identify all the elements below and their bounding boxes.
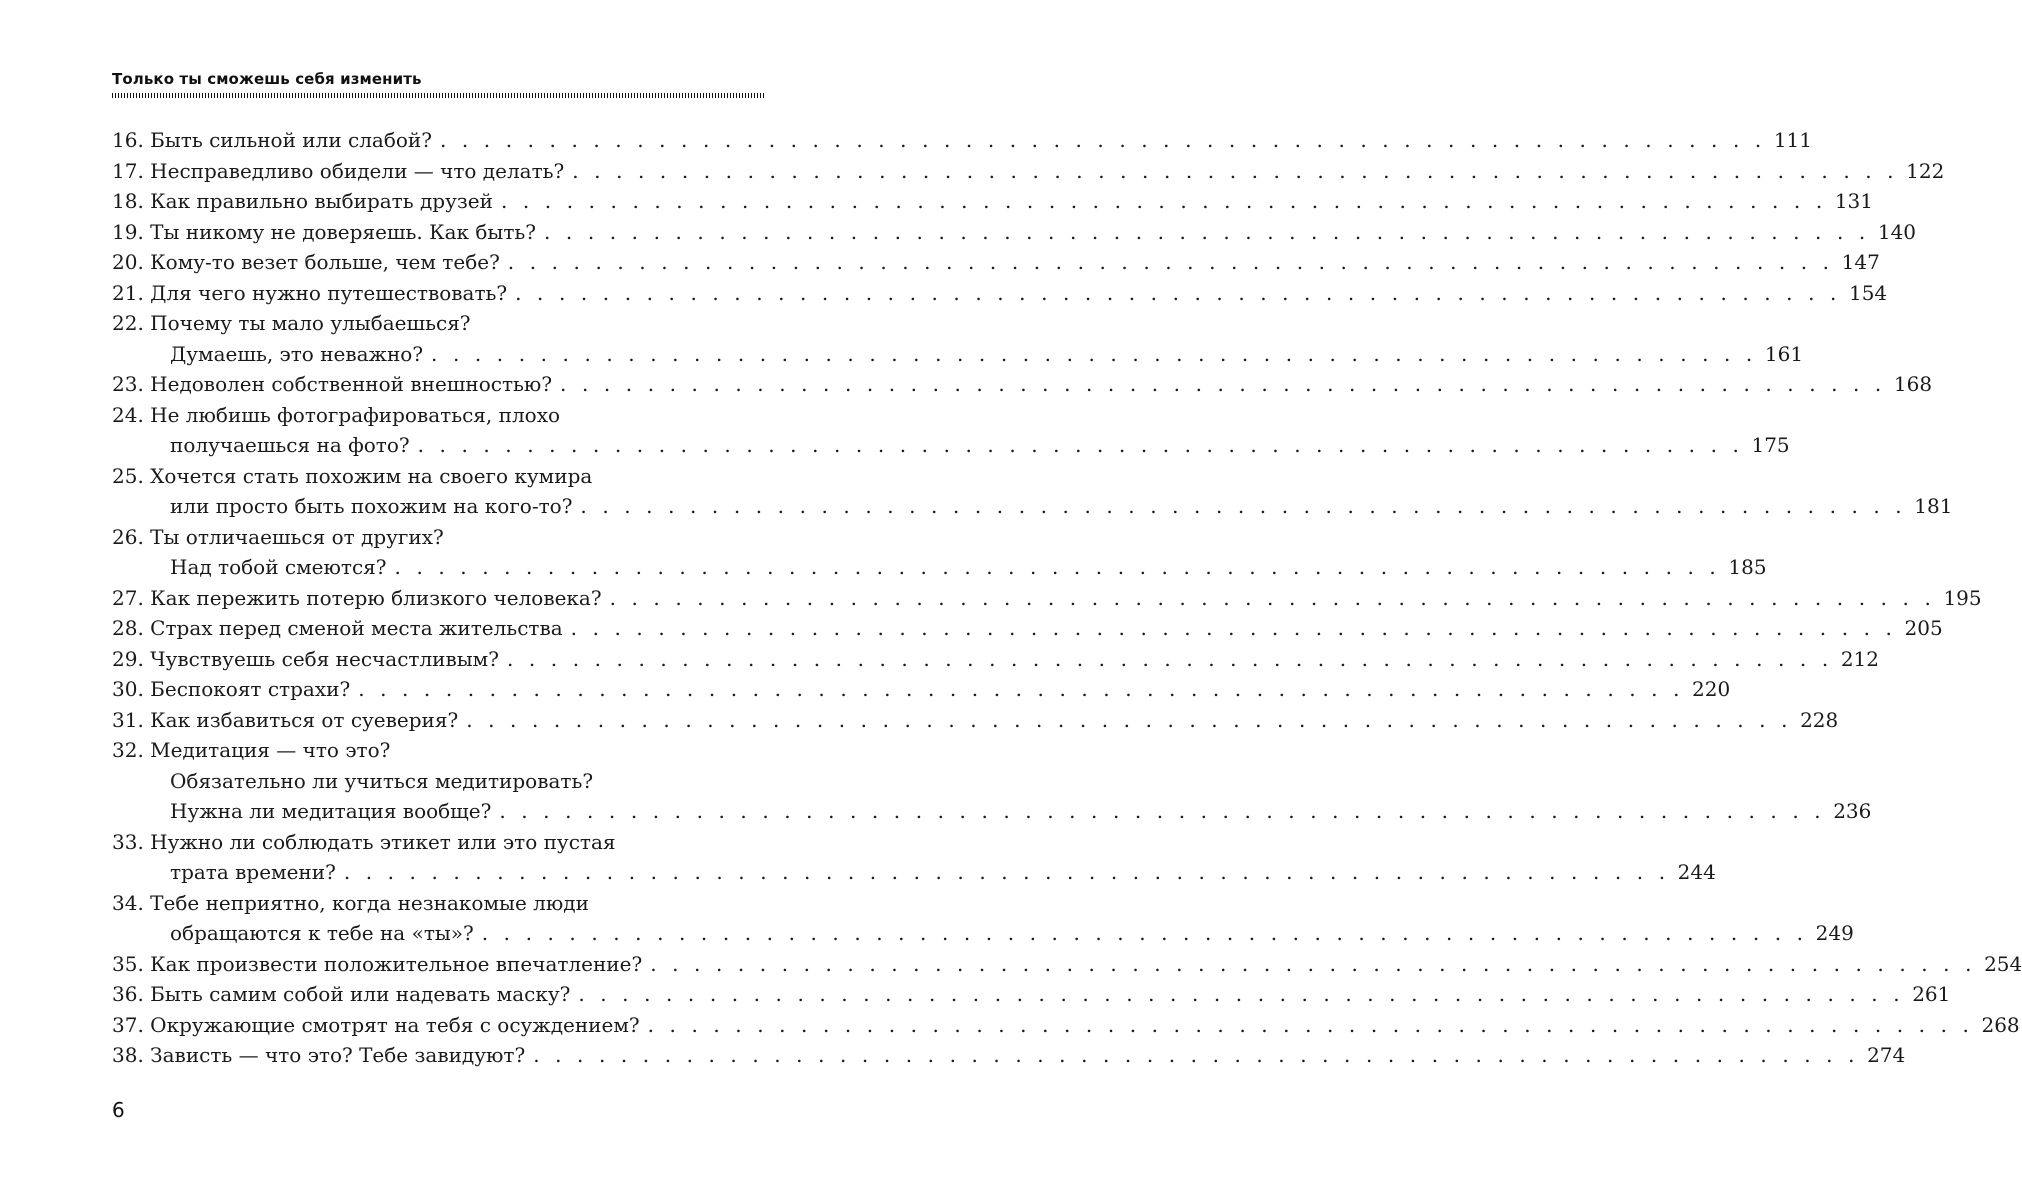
toc-line xyxy=(112,677,1731,708)
toc-entry-page: 212 xyxy=(1840,646,1879,671)
toc-entry xyxy=(112,524,1767,586)
toc-entry-title: Тебе неприятно, когда незнакомые люди xyxy=(150,890,589,915)
toc-entry-page: 261 xyxy=(1912,982,1951,1006)
dot-leader: . . . . . . . . . . . . . . . . . . . . . . . . . . . . . . . . . . . . . . . . . . . . . . . . . . . . . . . . . . . . . xyxy=(578,982,1905,1006)
toc-entry-title: Нужна ли медитация вообще? xyxy=(170,799,492,823)
toc-entry-title: Как избавиться от суеверия? xyxy=(150,707,459,732)
toc-entry xyxy=(112,280,1888,312)
toc-line xyxy=(112,738,764,769)
page-number: 6 xyxy=(112,1098,125,1122)
toc-entry-title: Ты никому не доверяешь. Как быть? xyxy=(150,219,536,244)
table-of-contents xyxy=(112,128,2022,1074)
toc-entry-number: 22. xyxy=(112,311,144,335)
toc-entry-page: 131 xyxy=(1834,189,1873,213)
toc-entry-title: Кому-то везет больше, чем тебе? xyxy=(150,250,500,274)
toc-entry-title: Нужно ли соблюдать этикет или это пустая xyxy=(150,829,616,854)
toc-entry xyxy=(112,311,1804,372)
toc-line xyxy=(112,830,764,861)
toc-entry-page: 154 xyxy=(1848,280,1888,305)
toc-entry-title: Как пережить потерю близкого человека? xyxy=(150,585,602,610)
toc-line xyxy=(112,403,764,434)
toc-line xyxy=(112,982,1951,1013)
toc-entry-page: 268 xyxy=(1981,1012,2020,1037)
toc-entry-number: 16. xyxy=(112,128,144,152)
dot-leader: . . . . . . . . . . . . . . . . . . . . . . . . . . . . . . . . . . . . . . . . . . . . . . . . . . . . . . . . . . . . . xyxy=(507,250,1834,274)
toc-entry-number: 35. xyxy=(112,951,144,976)
toc-line xyxy=(112,250,1880,281)
toc-entry xyxy=(112,982,1951,1013)
toc-entry-title: или просто быть похожим на кого-то? xyxy=(170,494,573,518)
toc-line xyxy=(112,799,1872,830)
toc-entry xyxy=(112,1043,1906,1074)
dot-leader: . . . . . . . . . . . . . . . . . . . . . . . . . . . . . . . . . . . . . . . . . . . . . . . . . . . . . . . . . . . . . xyxy=(394,555,1721,579)
running-head-rule xyxy=(112,93,764,98)
toc-entry-page: 161 xyxy=(1764,341,1804,366)
toc-entry-number: 20. xyxy=(112,250,144,274)
dot-leader: . . . . . . . . . . . . . . . . . . . . . . . . . . . . . . . . . . . . . . . . . . . . . . . . . . . . . . . . . . . . . xyxy=(499,799,1826,823)
dot-leader: . . . . . . . . . . . . . . . . . . . . . . . . . . . . . . . . . . . . . . . . . . . . . . . . . . . . . . . . . . . . . xyxy=(500,189,1827,213)
dot-leader: . . . . . . . . . . . . . . . . . . . . . . . . . . . . . . . . . . . . . . . . . . . . . . . . . . . . . . . . . . . . . xyxy=(560,372,1886,396)
toc-entry-title: Недоволен собственной внешностью? xyxy=(150,372,553,396)
toc-entry-page: 122 xyxy=(1906,158,1945,183)
toc-entry xyxy=(112,1012,2020,1044)
toc-entry-number: 25. xyxy=(112,463,144,488)
toc-entry-page: 168 xyxy=(1893,372,1933,396)
toc-entry xyxy=(112,402,1790,464)
dot-leader: . . . . . . . . . . . . . . . . . . . . . . . . . . . . . . . . . . . . . . . . . . . . . . . . . . . . . . . . . . . . . xyxy=(609,585,1936,610)
toc-entry-page: 249 xyxy=(1815,921,1854,945)
toc-entry-title: Чувствуешь себя несчастливым? xyxy=(150,646,499,671)
toc-entry-number: 24. xyxy=(112,402,144,427)
toc-line xyxy=(112,585,1982,617)
dot-leader: . . . . . . . . . . . . . . . . . . . . . . . . . . . . . . . . . . . . . . . . . . . . . . . . . . . . . . . . . . . . . xyxy=(570,616,1897,640)
toc-entry-page: 185 xyxy=(1728,555,1767,579)
toc-entry-title: Хочется стать похожим на своего кумира xyxy=(150,463,593,488)
toc-entry-title: Страх перед сменой места жительства xyxy=(150,616,563,640)
toc-entry-title: Несправедливо обидели — что делать? xyxy=(150,158,565,183)
dot-leader: . . . . . . . . . . . . . . . . . . . . . . . . . . . . . . . . . . . . . . . . . . . . . . . . . . . . . . . . . . . . . xyxy=(647,1012,1974,1037)
toc-entry-title: трата времени? xyxy=(170,860,336,884)
toc-entry-number: 32. xyxy=(112,738,144,762)
dot-leader: . . . . . . . . . . . . . . . . . . . . . . . . . . . . . . . . . . . . . . . . . . . . . . . . . . . . . . . . . . . . . xyxy=(515,280,1841,305)
toc-entry-number: 28. xyxy=(112,616,144,640)
toc-entry-page: 140 xyxy=(1877,219,1917,244)
toc-line xyxy=(112,616,1943,647)
toc-entry xyxy=(112,677,1731,708)
toc-entry-page: 274 xyxy=(1867,1043,1906,1067)
toc-line xyxy=(112,189,1873,220)
toc-entry-title: Почему ты мало улыбаешься? xyxy=(150,311,471,335)
toc-entry-title: Быть самим собой или надевать маску? xyxy=(150,982,571,1006)
toc-entry-number: 38. xyxy=(112,1043,144,1067)
toc-entry xyxy=(112,463,1953,525)
dot-leader: . . . . . . . . . . . . . . . . . . . . . . . . . . . . . . . . . . . . . . . . . . . . . . . . . . . . . . . . . . . . . xyxy=(481,921,1808,945)
toc-entry-number: 36. xyxy=(112,982,144,1006)
toc-entry-number: 29. xyxy=(112,646,144,671)
toc-line xyxy=(112,311,764,342)
toc-entry-title: Быть сильной или слабой? xyxy=(150,128,432,152)
toc-entry xyxy=(112,372,1933,403)
toc-entry-page: 236 xyxy=(1833,799,1872,823)
toc-entry-number: 23. xyxy=(112,372,144,396)
toc-entry-title: Беспокоят страхи? xyxy=(150,677,351,701)
toc-entry xyxy=(112,616,1943,647)
toc-entry-page: 147 xyxy=(1841,250,1880,274)
toc-line xyxy=(112,707,1839,739)
toc-entry-title: Для чего нужно путешествовать? xyxy=(150,280,508,305)
toc-line xyxy=(112,464,764,495)
toc-entry xyxy=(112,585,1982,617)
toc-line xyxy=(112,525,764,556)
toc-entry xyxy=(112,890,1854,952)
toc-line xyxy=(112,372,1933,403)
toc-entry-page: 220 xyxy=(1692,677,1731,701)
toc-entry xyxy=(112,158,1945,190)
toc-entry-page: 175 xyxy=(1751,433,1790,457)
toc-entry-page: 181 xyxy=(1914,494,1953,518)
toc-entry-page: 228 xyxy=(1800,707,1839,732)
dot-leader: . . . . . . . . . . . . . . . . . . . . . . . . . . . . . . . . . . . . . . . . . . . . . . . . . . . . . . . . . . . . . xyxy=(506,646,1833,671)
toc-entry xyxy=(112,646,1879,678)
toc-line xyxy=(112,1043,1906,1074)
toc-entry-title: Не любишь фотографироваться, плохо xyxy=(150,402,561,427)
toc-entry-number: 18. xyxy=(112,189,144,213)
toc-entry xyxy=(112,951,2022,983)
toc-line xyxy=(112,555,1767,586)
toc-line xyxy=(112,891,764,922)
toc-entry-number: 30. xyxy=(112,677,144,701)
toc-line xyxy=(112,219,1917,251)
toc-entry xyxy=(112,738,1872,830)
toc-entry-page: 254 xyxy=(1984,951,2022,976)
toc-entry xyxy=(112,219,1917,251)
dot-leader: . . . . . . . . . . . . . . . . . . . . . . . . . . . . . . . . . . . . . . . . . . . . . . . . . . . . . . . . . . . . . xyxy=(431,341,1757,366)
toc-entry-number: 27. xyxy=(112,585,144,610)
dot-leader: . . . . . . . . . . . . . . . . . . . . . . . . . . . . . . . . . . . . . . . . . . . . . . . . . . . . . . . . . . . . . xyxy=(572,158,1899,183)
dot-leader: . . . . . . . . . . . . . . . . . . . . . . . . . . . . . . . . . . . . . . . . . . . . . . . . . . . . . . . . . . . . . xyxy=(417,433,1744,457)
toc-entry xyxy=(112,829,1716,891)
toc-entry xyxy=(112,707,1839,739)
toc-entry-title: Зависть — что это? Тебе завидуют? xyxy=(150,1043,526,1067)
toc-line xyxy=(112,341,1804,373)
toc-entry-number: 34. xyxy=(112,890,144,915)
toc-entry xyxy=(112,250,1880,281)
toc-entry-title: Ты отличаешься от других? xyxy=(150,524,444,549)
toc-entry-number: 33. xyxy=(112,829,144,854)
dot-leader: . . . . . . . . . . . . . . . . . . . . . . . . . . . . . . . . . . . . . . . . . . . . . . . . . . . . . . . . . . . . . xyxy=(439,128,1766,152)
toc-entry-number: 31. xyxy=(112,707,144,732)
toc-entry xyxy=(112,128,1813,159)
toc-entry-page: 244 xyxy=(1677,860,1716,884)
dot-leader: . . . . . . . . . . . . . . . . . . . . . . . . . . . . . . . . . . . . . . . . . . . . . . . . . . . . . . . . . . . . . xyxy=(533,1043,1860,1067)
dot-leader: . . . . . . . . . . . . . . . . . . . . . . . . . . . . . . . . . . . . . . . . . . . . . . . . . . . . . . . . . . . . . xyxy=(343,860,1670,884)
toc-entry-number: 21. xyxy=(112,280,144,305)
toc-line xyxy=(112,921,1854,952)
toc-line xyxy=(112,860,1716,891)
toc-entry-title: Обязательно ли учиться медитировать? xyxy=(170,768,594,793)
toc-line xyxy=(112,1012,2020,1044)
toc-entry-title: Медитация — что это? xyxy=(150,738,391,762)
toc-line xyxy=(112,646,1879,678)
toc-entry-title: обращаются к тебе на «ты»? xyxy=(170,921,474,945)
toc-line xyxy=(112,158,1945,190)
toc-line xyxy=(112,280,1888,312)
toc-entry-number: 17. xyxy=(112,158,144,183)
toc-entry-number: 26. xyxy=(112,524,144,549)
toc-entry-title: получаешься на фото? xyxy=(170,433,410,457)
dot-leader: . . . . . . . . . . . . . . . . . . . . . . . . . . . . . . . . . . . . . . . . . . . . . . . . . . . . . . . . . . . . . xyxy=(544,219,1870,244)
toc-line xyxy=(112,128,1813,159)
toc-line xyxy=(112,951,2022,983)
toc-line xyxy=(112,433,1790,464)
toc-line xyxy=(112,769,764,800)
dot-leader: . . . . . . . . . . . . . . . . . . . . . . . . . . . . . . . . . . . . . . . . . . . . . . . . . . . . . . . . . . . . . xyxy=(358,677,1685,701)
toc-entry-title: Над тобой смеются? xyxy=(170,555,387,579)
running-head: Только ты сможешь себя изменить xyxy=(112,70,422,88)
dot-leader: . . . . . . . . . . . . . . . . . . . . . . . . . . . . . . . . . . . . . . . . . . . . . . . . . . . . . . . . . . . . . xyxy=(580,494,1907,518)
toc-entry-page: 111 xyxy=(1773,128,1813,152)
dot-leader: . . . . . . . . . . . . . . . . . . . . . . . . . . . . . . . . . . . . . . . . . . . . . . . . . . . . . . . . . . . . . xyxy=(650,951,1977,976)
toc-entry-page: 205 xyxy=(1904,616,1943,640)
dot-leader: . . . . . . . . . . . . . . . . . . . . . . . . . . . . . . . . . . . . . . . . . . . . . . . . . . . . . . . . . . . . . xyxy=(466,707,1793,732)
toc-entry-title: Окружающие смотрят на тебя с осуждением? xyxy=(150,1012,640,1037)
toc-entry-title: Как правильно выбирать друзей xyxy=(150,189,493,213)
toc-entry-number: 37. xyxy=(112,1012,144,1037)
toc-entry-title: Как произвести положительное впечатление? xyxy=(150,951,643,976)
toc-entry-number: 19. xyxy=(112,219,144,244)
toc-entry xyxy=(112,189,1873,220)
toc-line xyxy=(112,494,1953,525)
toc-entry-title: Думаешь, это неважно? xyxy=(170,341,424,366)
toc-entry-page: 195 xyxy=(1943,585,1982,610)
